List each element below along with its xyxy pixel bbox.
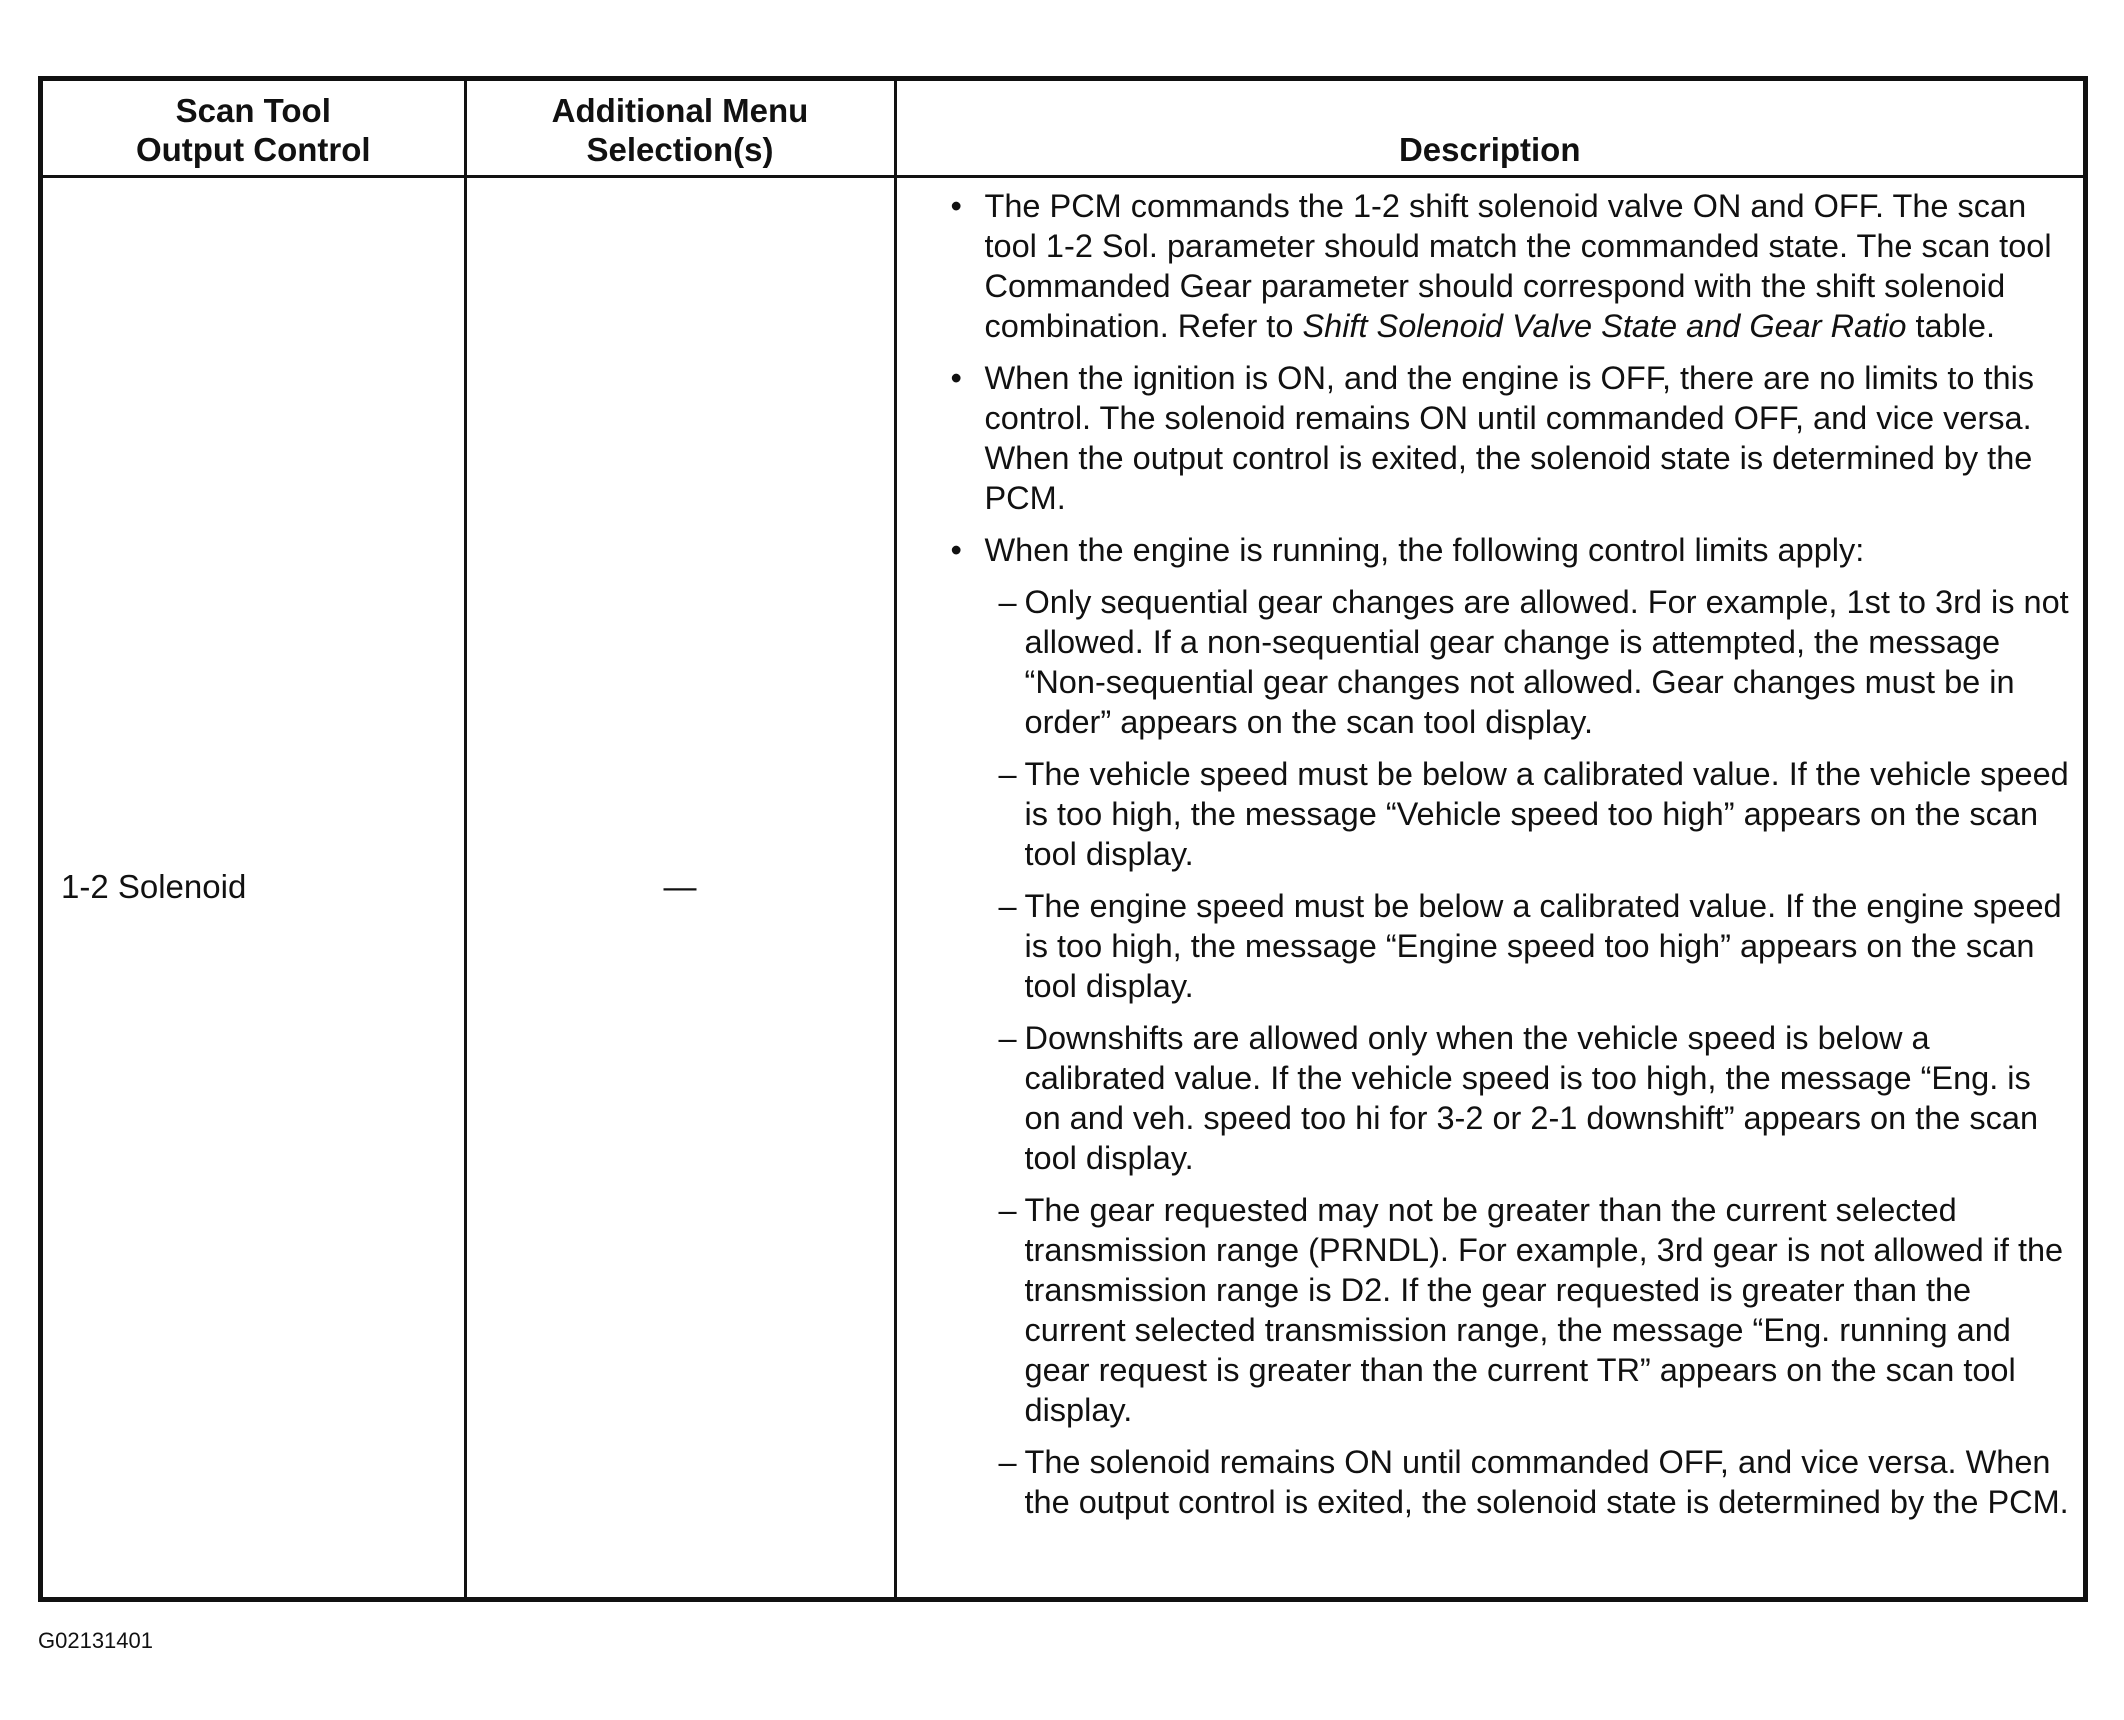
bullet-3-text: When the engine is running, the following control limits apply: [984, 531, 1865, 568]
control-limit-item-2 [949, 754, 2074, 874]
table-row [43, 176, 2083, 1597]
header-output-control-line-2: Output Control [135, 130, 371, 168]
header-description-label: Description [1398, 130, 1581, 168]
control-limit-item-1 [949, 582, 2074, 742]
control-limit-text: The solenoid remains ON until commanded OFF, and vice versa. When the output control is exited, the solenoid state is determined by the PCM. [1024, 1443, 2069, 1520]
description-bullet-3 [949, 530, 2074, 570]
spec-table [43, 81, 2083, 1597]
bullet-1-text-end: table. [1906, 307, 1996, 344]
control-limit-text: The gear requested may not be greater than the current selected transmission range (PRNDL). For example, 3rd gear is not allowed if the transmission range is D2. If the gear requested is greater than the current selected transmission range, the message “Eng. running and gear request is greater than the current TR” appears on the scan tool display. [1024, 1191, 2064, 1428]
output-control-value: 1-2 Solenoid [61, 868, 247, 906]
header-output-control [43, 81, 465, 176]
control-limit-item-6 [949, 1442, 2074, 1522]
control-limit-item-3 [949, 886, 2074, 1006]
menu-selection-cell [465, 176, 895, 1597]
bullet-1-table-reference: Shift Solenoid Valve State and Gear Ratio [1302, 307, 1907, 344]
description-cell [895, 176, 2083, 1597]
header-menu-selection-line-1: Additional Menu [551, 91, 809, 129]
scan-tool-output-control-table [38, 76, 2088, 1602]
description-bullet-2 [949, 358, 2074, 518]
header-output-control-line-1: Scan Tool [175, 91, 331, 129]
table-header-row [43, 81, 2083, 176]
output-control-cell [43, 176, 465, 1597]
header-menu-selection [465, 81, 895, 176]
control-limit-text: Only sequential gear changes are allowed. For example, 1st to 3rd is not allowed. If a non-sequential gear change is attempted, the message “Non-sequential gear changes not allowed. Gear changes must be in order” appears on the scan tool display. [1024, 583, 2069, 740]
control-limit-text: Downshifts are allowed only when the vehicle speed is below a calibrated value. If the vehicle speed is too high, the message “Eng. is on and veh. speed too hi for 3-2 or 2-1 downshift” appears on the scan tool display. [1024, 1019, 2039, 1176]
header-menu-selection-line-2: Selection(s) [586, 130, 774, 168]
control-limit-text: The vehicle speed must be below a calibrated value. If the vehicle speed is too high, the message “Vehicle speed too high” appears on the scan tool display. [1024, 755, 2069, 872]
header-description [895, 81, 2083, 176]
description-bullet-1 [949, 186, 2074, 346]
control-limit-item-5 [949, 1190, 2074, 1430]
menu-selection-value: — [663, 868, 697, 906]
control-limit-item-4 [949, 1018, 2074, 1178]
bullet-1-text: The PCM commands the 1-2 shift solenoid valve ON and OFF. The scan tool 1-2 Sol. parameter should match the commanded state. The scan tool Commanded Gear parameter should correspond with the shift solenoid combination. Refer to [984, 187, 2052, 344]
bullet-2-text: When the ignition is ON, and the engine is OFF, there are no limits to this control. The solenoid remains ON until commanded OFF, and vice versa. When the output control is exited, the solenoid state is determined by the PCM. [984, 359, 2035, 516]
control-limit-text: The engine speed must be below a calibrated value. If the engine speed is too high, the message “Engine speed too high” appears on the scan tool display. [1024, 887, 2062, 1004]
figure-id: G02131401 [38, 1628, 153, 1653]
